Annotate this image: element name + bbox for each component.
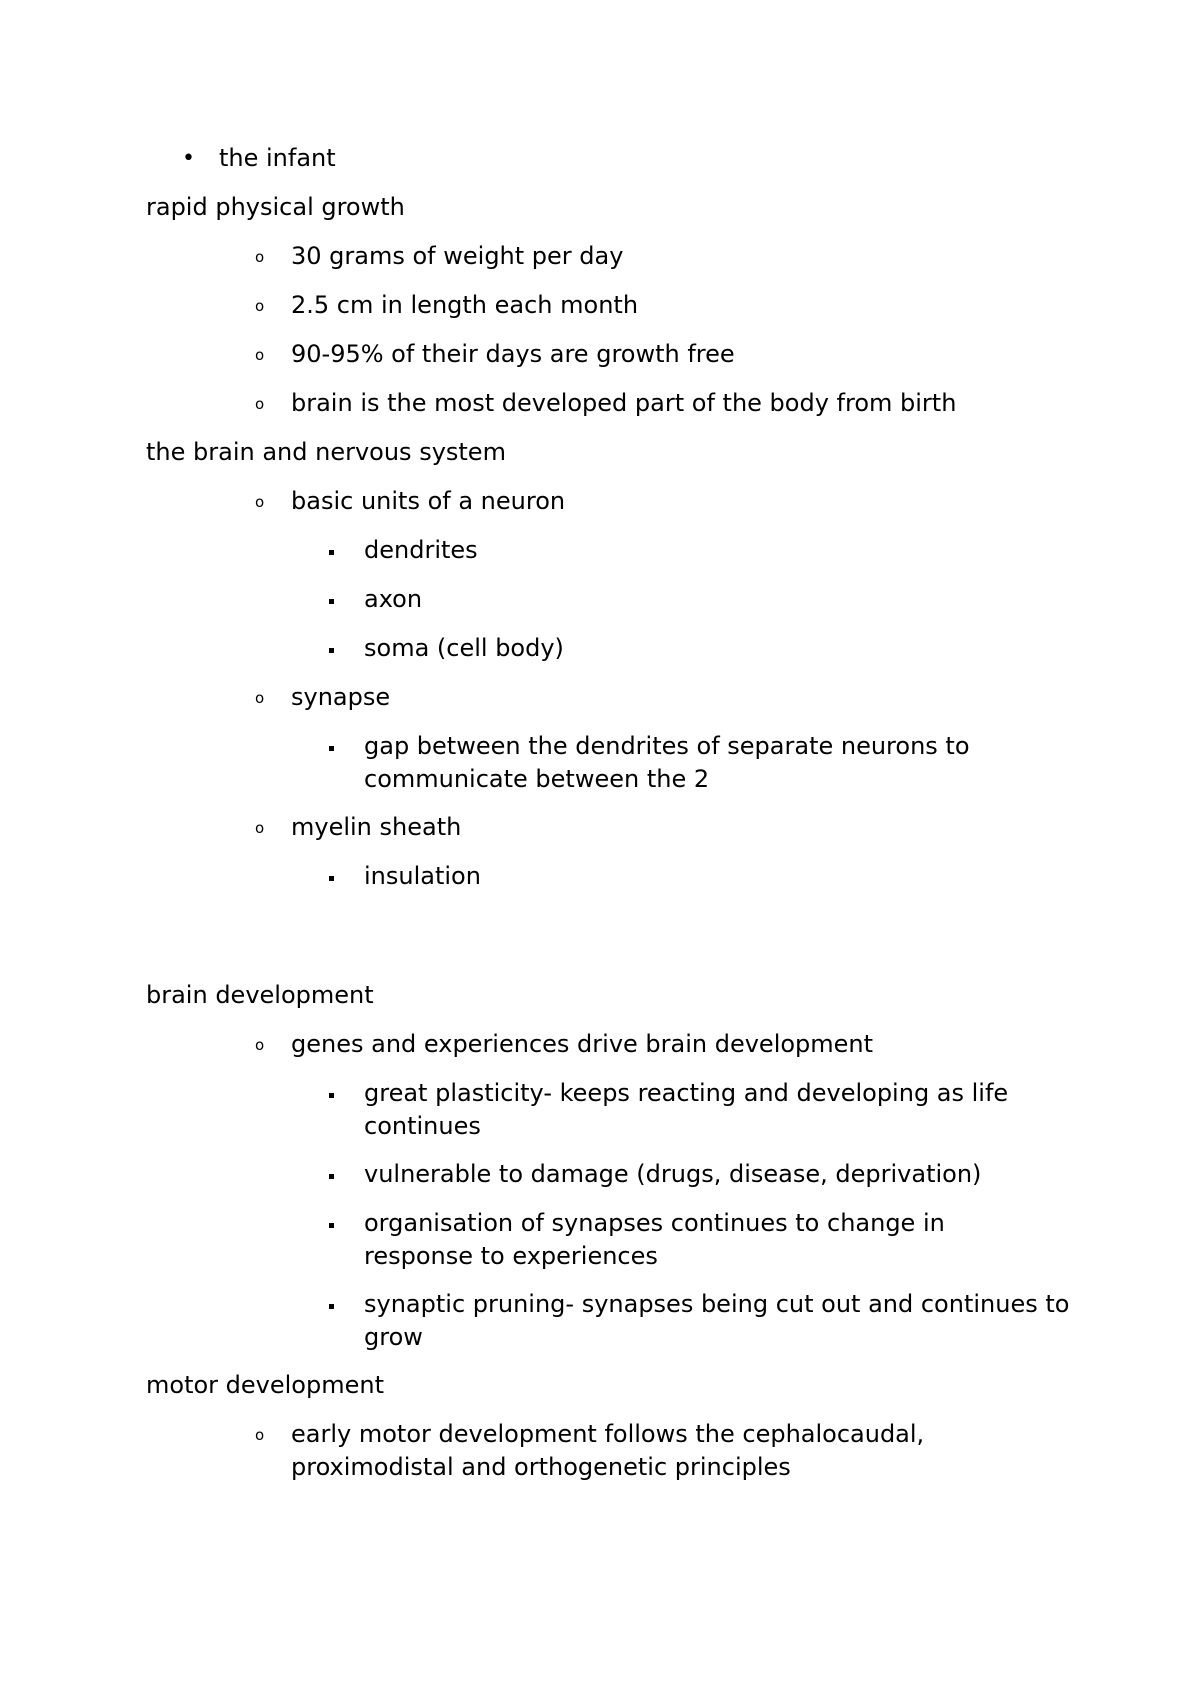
- list-subitem: dendrites: [364, 536, 478, 564]
- list-item: 30 grams of weight per day: [291, 242, 624, 270]
- bullet-circle-icon: o: [255, 1036, 265, 1054]
- list-item: 2.5 cm in length each month: [291, 291, 639, 319]
- bullet-square-icon: [329, 1093, 334, 1098]
- bullet-square-icon: [329, 599, 334, 604]
- bullet-square-icon: [329, 550, 334, 555]
- list-subitem: insulation: [364, 862, 481, 890]
- section-heading: rapid physical growth: [146, 193, 405, 221]
- bullet-circle-icon: o: [255, 297, 265, 315]
- list-subitem: gap between the dendrites of separate neurons to communicate between the 2: [364, 732, 970, 793]
- top-bullet-text: the infant: [219, 144, 336, 172]
- list-item: genes and experiences drive brain development: [291, 1030, 874, 1058]
- list-item: synapse: [291, 683, 391, 711]
- list-subitem: axon: [364, 585, 423, 613]
- section-heading: brain development: [146, 981, 374, 1009]
- list-item: brain is the most developed part of the body from birth: [291, 389, 957, 417]
- bullet-circle-icon: o: [255, 248, 265, 266]
- bullet-dot-icon: •: [182, 146, 195, 171]
- list-subitem: soma (cell body): [364, 634, 564, 662]
- bullet-square-icon: [329, 1174, 334, 1179]
- list-subitem: vulnerable to damage (drugs, disease, deprivation): [364, 1160, 982, 1188]
- list-subitem: synaptic pruning- synapses being cut out and continues to grow: [364, 1290, 1070, 1351]
- bullet-circle-icon: o: [255, 689, 265, 707]
- bullet-square-icon: [329, 1304, 334, 1309]
- bullet-circle-icon: o: [255, 395, 265, 413]
- bullet-circle-icon: o: [255, 346, 265, 364]
- bullet-square-icon: [329, 648, 334, 653]
- list-subitem: great plasticity- keeps reacting and developing as life continues: [364, 1079, 1009, 1140]
- bullet-square-icon: [329, 1223, 334, 1228]
- bullet-circle-icon: o: [255, 1426, 265, 1444]
- bullet-circle-icon: o: [255, 819, 265, 837]
- list-item: basic units of a neuron: [291, 487, 566, 515]
- list-item: early motor development follows the cephalocaudal, proximodistal and orthogenetic principles: [291, 1420, 925, 1481]
- bullet-square-icon: [329, 876, 334, 881]
- list-subitem: organisation of synapses continues to change in response to experiences: [364, 1209, 945, 1270]
- section-heading: the brain and nervous system: [146, 438, 506, 466]
- section-heading: motor development: [146, 1371, 384, 1399]
- list-item: myelin sheath: [291, 813, 462, 841]
- bullet-square-icon: [329, 746, 334, 751]
- bullet-circle-icon: o: [255, 493, 265, 511]
- list-item: 90-95% of their days are growth free: [291, 340, 735, 368]
